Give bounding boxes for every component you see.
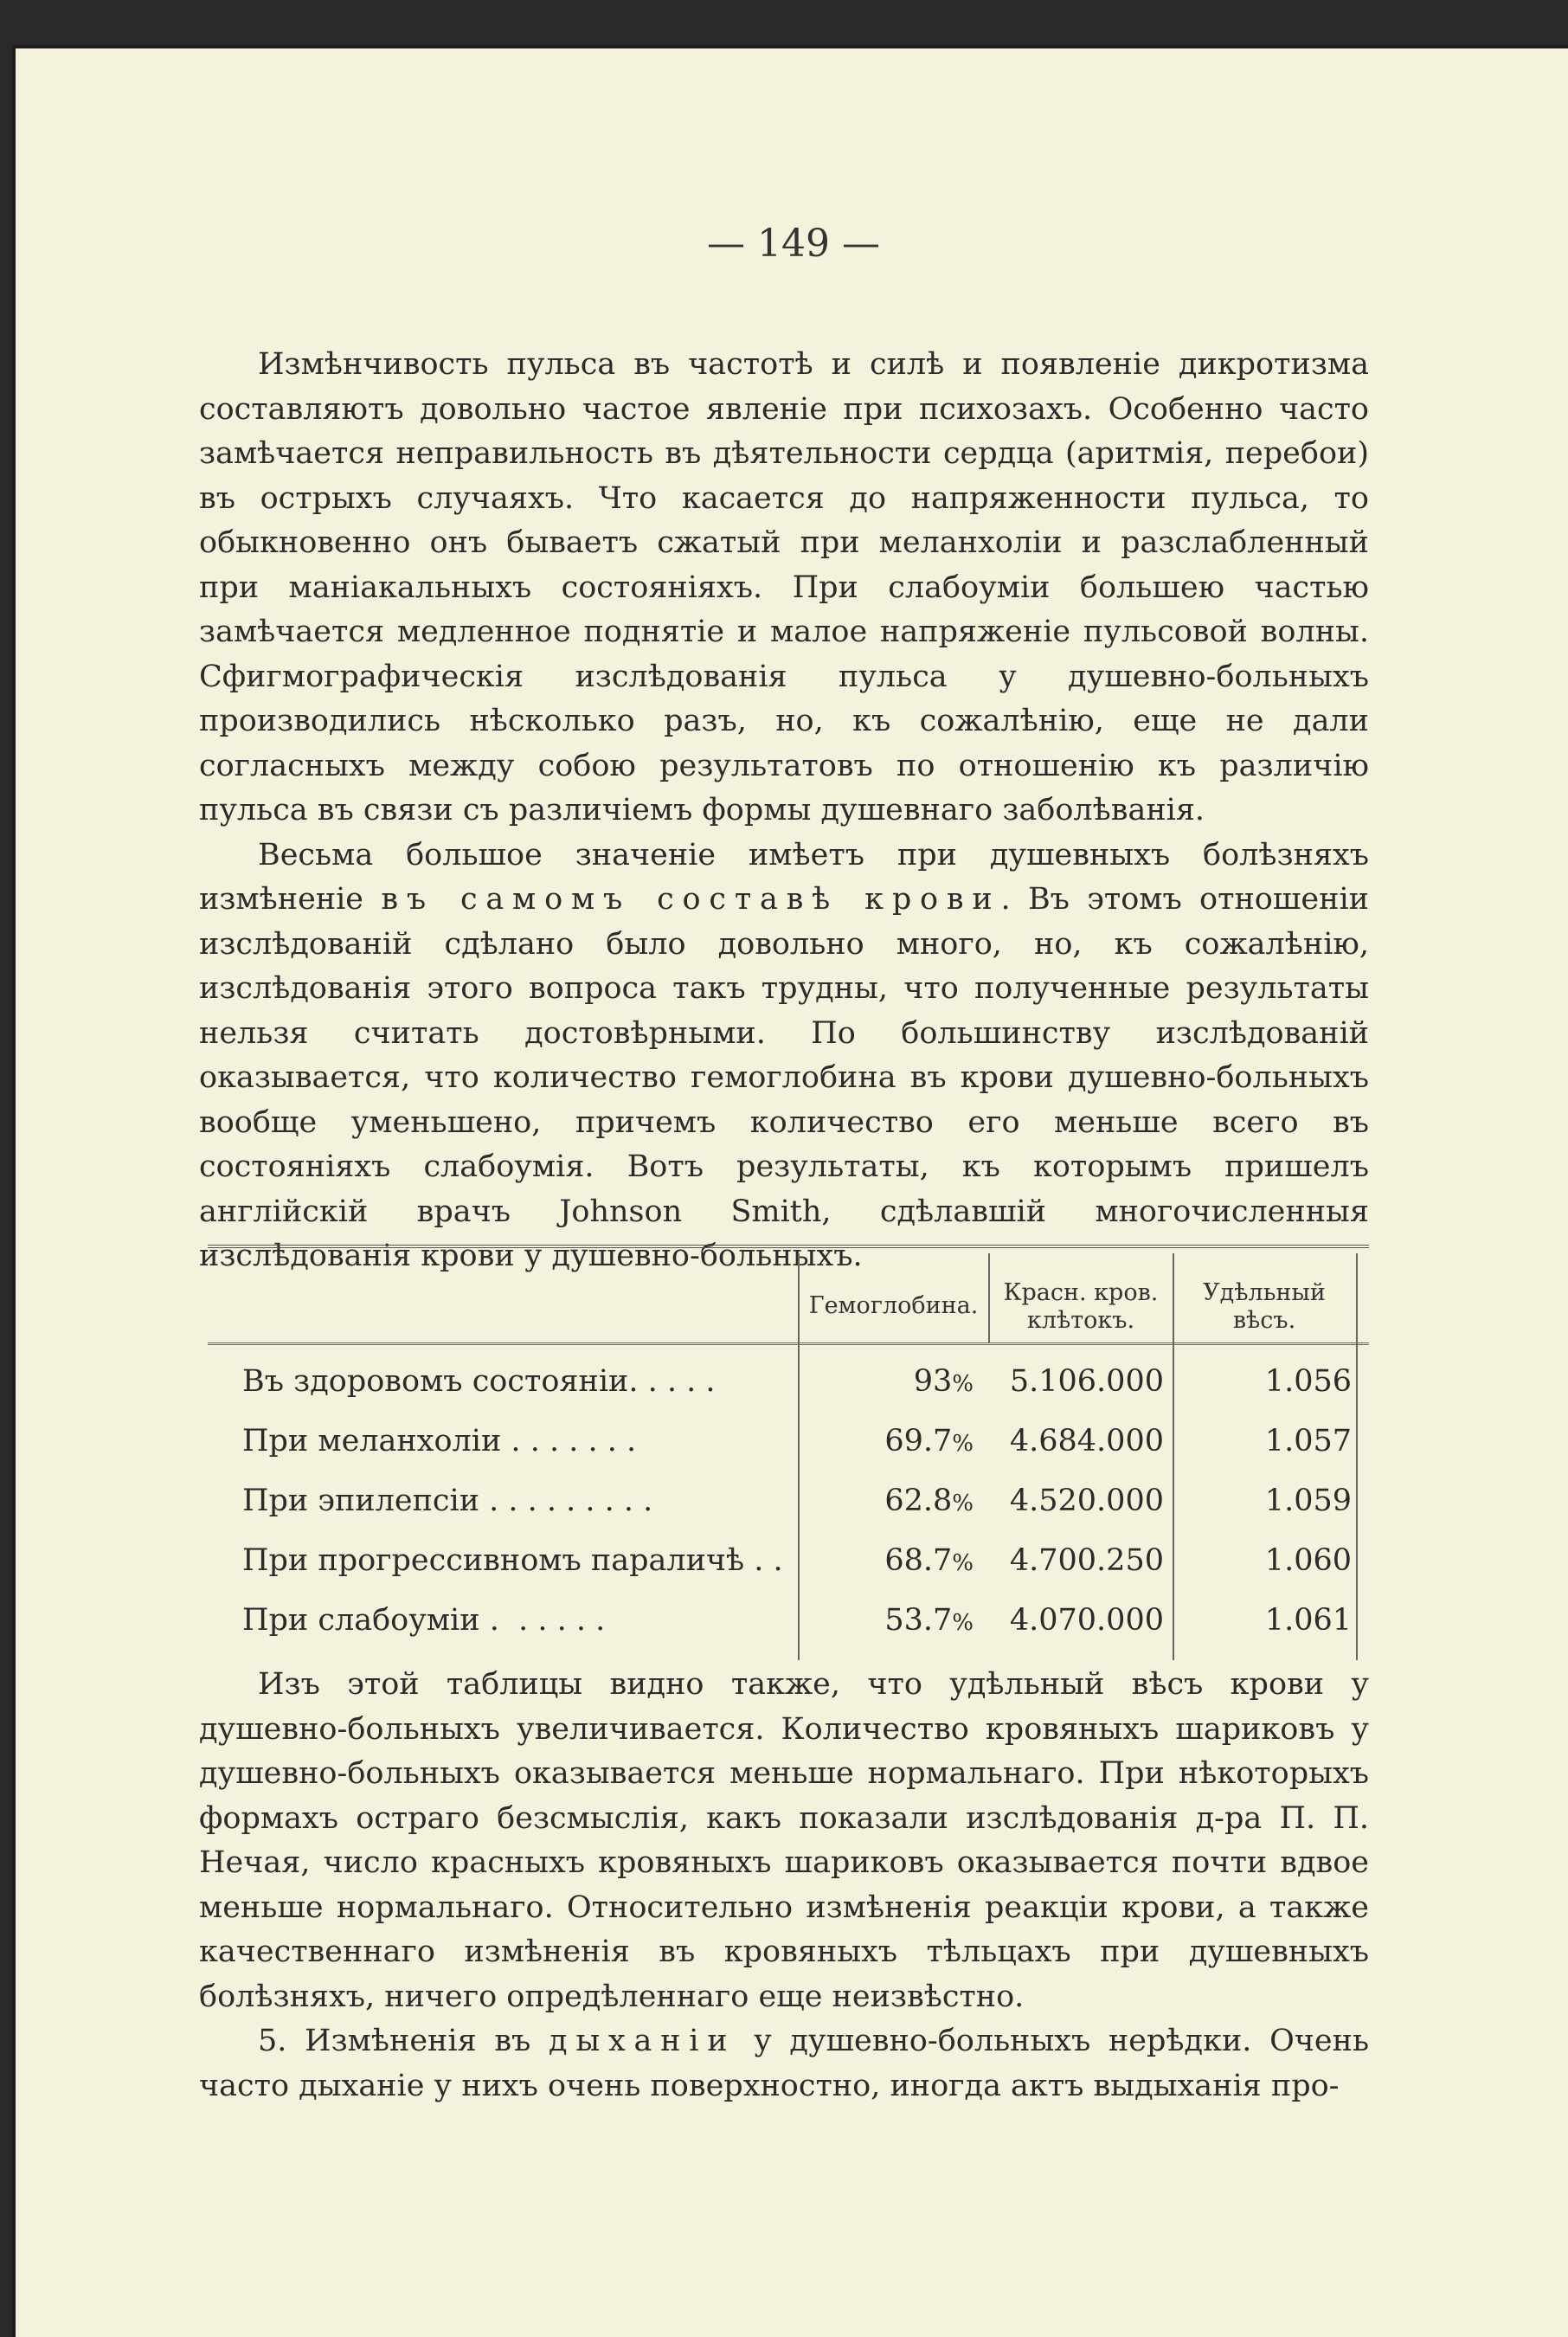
text-segment: Измѣнчивость пульса въ частотѣ и силѣ и появленіе дикротизма составляютъ довольно частое явленіе при психозахъ. Особенно часто замѣчается неправильность въ дѣятельности сердца (аритмія, перебои) въ острыхъ случаяхъ. Что касается до напряженности пульса, то обыкновенно онъ бываетъ сжатый при меланхоліи и разслабленный при маніакальныхъ состояніяхъ. При слабоуміи большею частью замѣчается медленное поднятіе и малое напряженіе пульсовой волны. Сфигмографическія изслѣдованія пульса у душевно-больныхъ производились нѣсколько разъ, но, къ сожалѣнію, еще не дали согласныхъ между собою результатовъ по отношенію къ различію пульса въ связи съ различіемъ формы душевнаго заболѣванія. bbox=[199, 347, 1369, 827]
book-page bbox=[12, 45, 1568, 2337]
spaced-emphasis: дыханіи bbox=[548, 2024, 736, 2058]
row-label: При прогрессивномъ параличѣ . . bbox=[242, 1543, 783, 1578]
hemoglobin-cell bbox=[800, 1543, 974, 1578]
row-label: При эпилепсіи . . . . . . . . . bbox=[242, 1484, 653, 1518]
header-red-cells: Красн. кров. клѣтокъ. bbox=[1003, 1279, 1159, 1334]
hemoglobin-cell bbox=[800, 1424, 974, 1458]
percent-sign: % bbox=[952, 1490, 974, 1516]
hemoglobin-cell bbox=[800, 1484, 974, 1518]
table-top-rule bbox=[208, 1245, 1369, 1248]
text-segment: . Въ этомъ отношеніи изслѣдованій сдѣлано было довольно много, но, къ сожалѣнію, изслѣдованія этого вопроса такъ трудны, что полученные результаты нельзя считать достовѣрными. По большинству изслѣдованій оказывается, что количество гемоглобина въ крови душевно-больныхъ вообще уменьшено, причемъ количество его меньше всего въ состояніяхъ слабоумія. Вотъ результаты, къ которымъ пришелъ англійскій врачъ Johnson Smith, сдѣлавшій многочисленныя изслѣдованія крови у душевно-больныхъ. bbox=[199, 882, 1369, 1273]
specific-gravity-cell: 1.059 bbox=[1264, 1484, 1352, 1518]
percent-sign: % bbox=[952, 1371, 974, 1397]
column-divider bbox=[1173, 1253, 1174, 1660]
row-label: При слабоуміи . . . . . . bbox=[242, 1603, 606, 1638]
red-cells-cell: 4.520.000 bbox=[1009, 1484, 1164, 1518]
row-label: Въ здоровомъ состояніи. . . . . bbox=[242, 1364, 716, 1399]
row-label: При меланхоліи . . . . . . . bbox=[242, 1424, 637, 1458]
hemoglobin-value: 62.8 bbox=[884, 1484, 953, 1518]
specific-gravity-cell: 1.060 bbox=[1264, 1543, 1352, 1578]
red-cells-cell: 5.106.000 bbox=[1009, 1364, 1164, 1399]
paragraph bbox=[199, 1663, 1369, 2019]
header-hemoglobin: Гемоглобина. bbox=[808, 1292, 979, 1319]
red-cells-cell: 4.700.250 bbox=[1009, 1543, 1164, 1578]
header-specific-gravity: Удѣльный вѣсъ. bbox=[1203, 1279, 1326, 1334]
percent-sign: % bbox=[952, 1550, 974, 1576]
hemoglobin-value: 93 bbox=[913, 1364, 953, 1399]
text-segment: Изъ этой таблицы видно также, что удѣльный вѣсъ крови у душевно-больныхъ увеличивается. Количество кровяныхъ шариковъ у душевно-больныхъ оказывается меньше нормальнаго. При нѣкоторыхъ формахъ остраго безсмыслія, какъ показали изслѣдованія д-ра П. П. Нечая, число красныхъ кровяныхъ шариковъ оказывается почти вдвое меньше нормальнаго. Относительно измѣненія реакціи крови, а также качественнаго измѣненія въ кровяныхъ тѣльцахъ при душевныхъ болѣзняхъ, ничего опредѣленнаго еще неизвѣстно. bbox=[199, 1667, 1369, 2014]
header-rule bbox=[208, 1342, 1369, 1345]
percent-sign: % bbox=[952, 1610, 974, 1636]
text-segment: у душевно-больныхъ нерѣдки. Очень часто дыханіе у нихъ очень поверхностно, иногда актъ выдыханія про- bbox=[199, 2024, 1370, 2103]
hemoglobin-cell bbox=[800, 1603, 974, 1638]
specific-gravity-cell: 1.056 bbox=[1264, 1364, 1352, 1399]
text-segment: 5. Измѣненія въ bbox=[258, 2024, 549, 2058]
text-before-table bbox=[199, 343, 1369, 1279]
blood-composition-table bbox=[199, 1200, 1369, 1674]
spaced-emphasis: въ самомъ составѣ крови bbox=[381, 882, 1001, 917]
hemoglobin-value: 69.7 bbox=[884, 1424, 953, 1458]
text-segment: Весьма большое значеніе имѣетъ при душевныхъ болѣзняхъ измѣненіе bbox=[199, 837, 1369, 917]
red-cells-cell: 4.684.000 bbox=[1009, 1424, 1164, 1458]
percent-sign: % bbox=[952, 1431, 974, 1457]
hemoglobin-cell bbox=[800, 1364, 974, 1399]
hemoglobin-value: 53.7 bbox=[884, 1603, 953, 1638]
text-after-table bbox=[199, 1663, 1369, 2108]
column-divider bbox=[988, 1253, 990, 1342]
specific-gravity-cell: 1.061 bbox=[1264, 1603, 1352, 1638]
red-cells-cell: 4.070.000 bbox=[1009, 1603, 1164, 1638]
hemoglobin-value: 68.7 bbox=[884, 1543, 953, 1578]
column-divider bbox=[1356, 1253, 1358, 1660]
specific-gravity-cell: 1.057 bbox=[1264, 1424, 1352, 1458]
page-number: — 149 — bbox=[707, 222, 880, 266]
paragraph bbox=[199, 2019, 1369, 2108]
paragraph bbox=[199, 343, 1369, 834]
column-divider bbox=[798, 1253, 800, 1660]
